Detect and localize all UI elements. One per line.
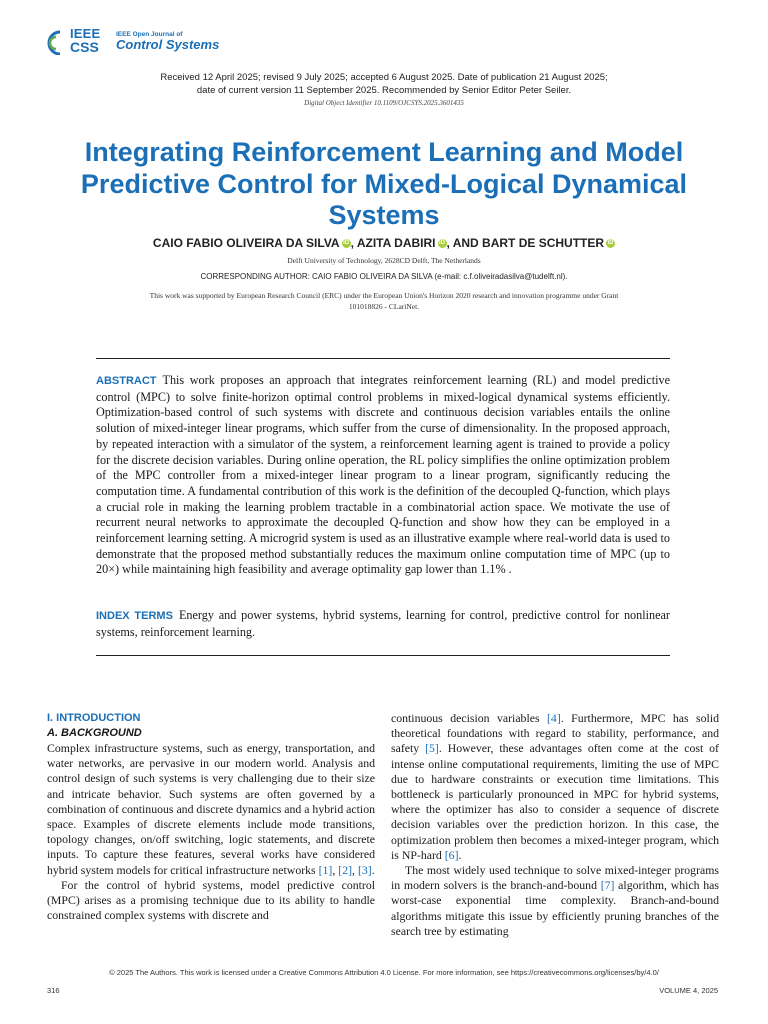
volume-info: VOLUME 4, 2025 xyxy=(659,986,718,995)
citation-link[interactable]: [2] xyxy=(338,862,353,877)
logo-ieee-text: IEEE xyxy=(70,26,101,41)
divider-top xyxy=(96,358,670,359)
affiliation: Delft University of Technology, 2628CD Delft, The Netherlands xyxy=(287,256,481,265)
right-column xyxy=(391,711,719,939)
paragraph xyxy=(391,863,719,939)
publication-dates xyxy=(110,71,658,97)
page-number: 316 xyxy=(47,986,60,995)
citation-link[interactable]: [3] xyxy=(357,862,372,877)
doi: Digital Object Identifier 10.1109/OJCSYS.2025.3601435 xyxy=(304,99,464,107)
citation-link[interactable]: [4] xyxy=(547,711,561,725)
index-terms xyxy=(96,608,670,640)
corresponding-author: CORRESPONDING AUTHOR: CAIO FABIO OLIVEIRA DA SILVA (e-mail: c.f.oliveiradasilva@tudelft.nl). xyxy=(200,272,568,281)
paper-title: Integrating Reinforcement Learning and Model Predictive Control for Mixed-Logical Dynamical Systems xyxy=(80,137,688,230)
citation-link[interactable]: [1] xyxy=(318,862,333,877)
author-1: CAIO FABIO OLIVEIRA DA SILVA xyxy=(152,236,340,250)
paragraph: continuous decision variables [4]. Furthermore, MPC has solid theoretical foundations with regard to stability, performance, and safety [5]. However, these advantages often come at the cost of intense online computational requirements, limiting the use of MPC due to hardware constraints or execution time limitations. This bottleneck is particularly pronounced in MPC for hybrid systems, where the optimizer has also to consider a sequence of discrete decision variables over the prediction horizon. In this case, the optimization problem then becomes a mixed-integer program, which is NP-hard [6]. xyxy=(391,711,719,862)
citation-link[interactable]: [5] xyxy=(425,741,439,756)
index-terms-label: INDEX TERMS xyxy=(96,610,173,622)
funding-line-2: 101018826 - CLariNet. xyxy=(348,302,420,311)
author-3: , AND BART DE SCHUTTER xyxy=(446,236,605,250)
author-list xyxy=(60,236,708,250)
copyright-notice: © 2025 The Authors. This work is licensed under a Creative Commons Attribution 4.0 License. For more information, see https://creativecommons.org/licenses/by/4.0/ xyxy=(109,968,659,977)
author-2: , AZITA DABIRI xyxy=(350,236,436,250)
logo-css-text: CSS xyxy=(70,39,99,55)
paragraph-text: Complex infrastructure systems, such as energy, transportation, and water networks, are pervasive in our modern world. Analysis and control design of such systems is very challenging due to their size and intricate behavior. Such systems are often governed by a combination of continuous and discrete dynamics and a hybrid action space. Examples of discrete elements include mode transitions, topology changes, on/off switching, logic statements, and discrete inputs. To capture these features, several works have considered hybrid system models for critical infrastructure networks xyxy=(47,741,375,877)
paragraph-text: . Furthermore, MPC has solid theoretical foundations with regard to stability, performance, and safety xyxy=(391,711,719,756)
left-column xyxy=(47,711,375,923)
abstract-text: This work proposes an approach that integrates reinforcement learning (RL) and model predictive control (MPC) to solve finite-horizon optimal control problems in mixed-logical dynamical systems efficiently. Optimization-based control of such systems with discrete and continuous decision variables entails the online solution of mixed-integer linear programs, which suffer from the curse of dimensionality. In the proposed approach, by repeated interaction with a simulator of the system, a reinforcement learning agent is trained to provide a policy for the discrete decision variables. During online operation, the RL policy simplifies the online optimization problem of the MPC controller from a mixed-integer linear program to a linear program, significantly reducing the computation time. A fundamental contribution of this work is the definition of the decoupled Q-function, which plays a crucial role in making the learning problem tractable in a combinatorial action space. We motivate the use of recurrent neural networks to approximate the decoupled Q-function and show how they can be employed in a reinforcement learning setting. A microgrid system is used as an illustrative example where real-world data is used to demonstrate that the proposed method substantially reduces the maximum online computation time of MPC (up to 20×) while maintaining high feasibility and average optimality gap lower than 1.1% . xyxy=(96,373,670,577)
journal-prefix: IEEE Open Journal of xyxy=(116,31,183,38)
received-line-2: date of current version 11 September 2025. Recommended by Senior Editor Peter Seiler. xyxy=(196,85,572,96)
section-heading: I. INTRODUCTION xyxy=(47,712,141,724)
abstract-label: ABSTRACT xyxy=(96,375,157,387)
received-line-1: Received 12 April 2025; revised 9 July 2025; accepted 6 August 2025. Date of publication 21 August 2025; xyxy=(160,72,608,83)
orcid-icon[interactable]: iD xyxy=(439,240,445,246)
citation-link[interactable]: [7] xyxy=(600,878,615,893)
orcid-icon[interactable]: iD xyxy=(343,240,350,246)
funding-note xyxy=(100,290,668,312)
index-terms-text: Energy and power systems, hybrid systems, learning for control, predictive control for nonlinear systems, reinforcement learning. xyxy=(96,608,670,639)
paragraph: Complex infrastructure systems, such as energy, transportation, and water networks, are pervasive in our modern world. Analysis and control design of such systems is very challenging due to their size and intricate behavior. Such systems are often governed by a combination of continuous and discrete dynamics and a hybrid action space. Examples of discrete elements include mode transitions, topology changes, on/off switching, logic statements, and discrete inputs. To capture these features, several works have considered hybrid system models for critical infrastructure networks [1], [2], [3]. xyxy=(47,741,375,877)
orcid-icon[interactable]: iD xyxy=(607,240,614,246)
funding-line-1: This work was supported by European Research Council (ERC) under the European Union's Horizon 2020 research and innovation programme under Grant xyxy=(149,291,619,300)
paragraph-text: . However, these advantages often come at the cost of intense online computational requirements, limiting the use of MPC due to hardware constraints or execution time limitations. This bottleneck is particularly pronounced in MPC for hybrid systems, where the optimizer has also to consider a sequence of discrete decision variables over the prediction horizon. In this case, the optimization problem then becomes a mixed-integer program, which is NP-hard xyxy=(391,741,719,862)
journal-name: Control Systems xyxy=(116,37,220,52)
paragraph: For the control of hybrid systems, model predictive control (MPC) arises as a promising technique due to its ability to handle constrained complex systems with discrete and xyxy=(47,877,375,923)
paragraph-text: The most widely used technique to solve mixed-integer programs in modern solvers is the branch-and-bound xyxy=(391,863,719,893)
journal-logo xyxy=(46,26,226,56)
paragraph-text: algorithm, which has worst-case exponential time complexity. Branch-and-bound algorithms mitigate this issue by efficiently pruning branches of the search tree by estimating xyxy=(391,878,719,938)
abstract xyxy=(96,373,670,578)
divider-bottom xyxy=(96,655,670,656)
citation-link[interactable]: [6] xyxy=(444,847,459,862)
paragraph-text: continuous decision variables xyxy=(391,711,547,725)
subsection-heading: A. BACKGROUND xyxy=(47,727,142,739)
